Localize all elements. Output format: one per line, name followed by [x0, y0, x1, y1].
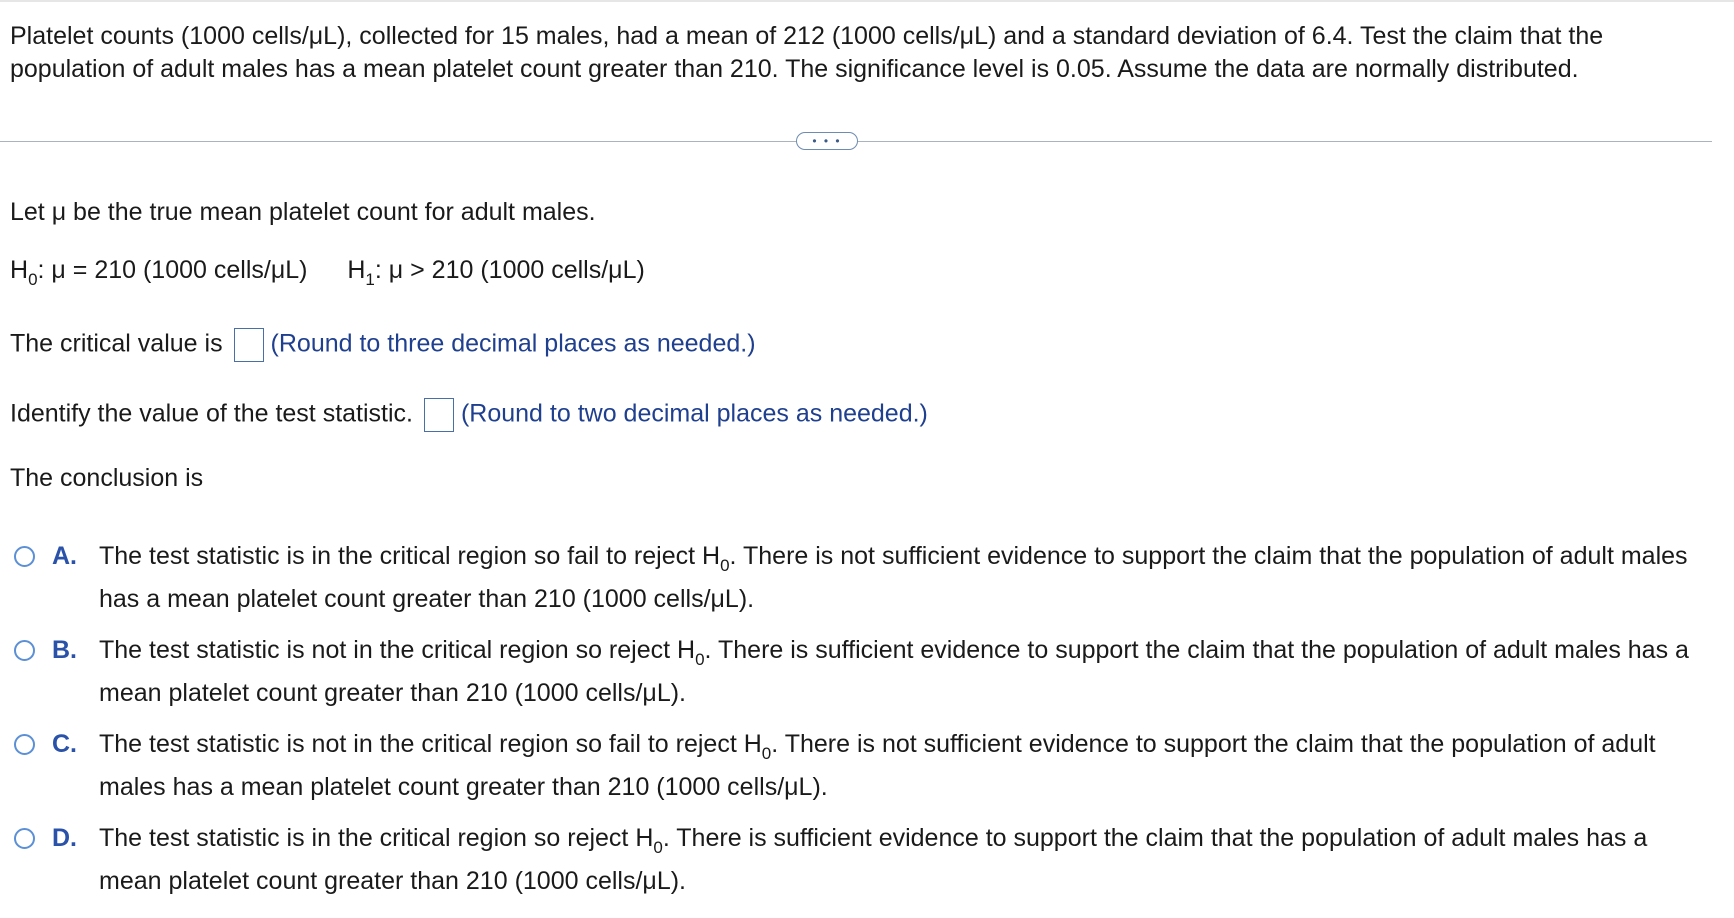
choice-text: The test statistic is in the critical region so reject $H_0$. There is sufficient evidence to support the claim that the population of adult males has a mean platelet count greater than 210 (1000 cells/μL).: [99, 824, 1648, 895]
choice-letter: B.: [52, 636, 77, 664]
choice-text: The test statistic is not in the critical region so fail to reject $H_0$. There is not sufficient evidence to support the claim that the population of adult males has a mean platelet count greater than 210 (1000 cells/μL).: [99, 730, 1656, 801]
critical-value-row: [10, 328, 756, 362]
critical-value-input[interactable]: [234, 328, 264, 362]
radio-button[interactable]: [14, 734, 35, 755]
h0-label: $H_0$: μ = 210 (1000 cells/μL): [10, 256, 308, 289]
let-statement: Let μ be the true mean platelet count for adult males.: [10, 198, 596, 226]
hypotheses: [10, 256, 645, 289]
choice-text: The test statistic is in the critical region so fail to reject $H_0$. There is not sufficient evidence to support the claim that the population of adult males has a mean platelet count greater than 210 (1000 cells/μL).: [99, 542, 1688, 613]
radio-button[interactable]: [14, 546, 35, 567]
radio-button[interactable]: [14, 828, 35, 849]
top-rule: [0, 0, 1734, 2]
test-statistic-row: [10, 398, 928, 432]
critical-value-hint: (Round to three decimal places as needed.): [270, 329, 756, 358]
critical-value-label: The critical value is: [10, 329, 223, 358]
expand-more-button[interactable]: • • •: [796, 132, 858, 150]
radio-button[interactable]: [14, 640, 35, 661]
test-statistic-hint: (Round to two decimal places as needed.): [460, 399, 928, 428]
h1-label: $H_1$: μ > 210 (1000 cells/μL): [347, 256, 645, 289]
choice-letter: D.: [52, 824, 77, 852]
choice-letter: C.: [52, 730, 77, 758]
choice-letter: A.: [52, 542, 77, 570]
problem-statement: Platelet counts (1000 cells/μL), collected for 15 males, had a mean of 212 (1000 cells/μL) and a standard deviation of 6.4. Test the claim that the population of adult males has a mean platelet count greater than 210. The significance level is 0.05. Assume the data are normally distributed.: [10, 22, 1604, 83]
test-statistic-input[interactable]: [424, 398, 454, 432]
conclusion-label: The conclusion is: [10, 464, 204, 492]
choice-text: The test statistic is not in the critical region so reject $H_0$. There is sufficient evidence to support the claim that the population of adult males has a mean platelet count greater than 210 (1000 cells/μL).: [99, 636, 1689, 707]
test-statistic-label: Identify the value of the test statistic.: [10, 399, 413, 428]
